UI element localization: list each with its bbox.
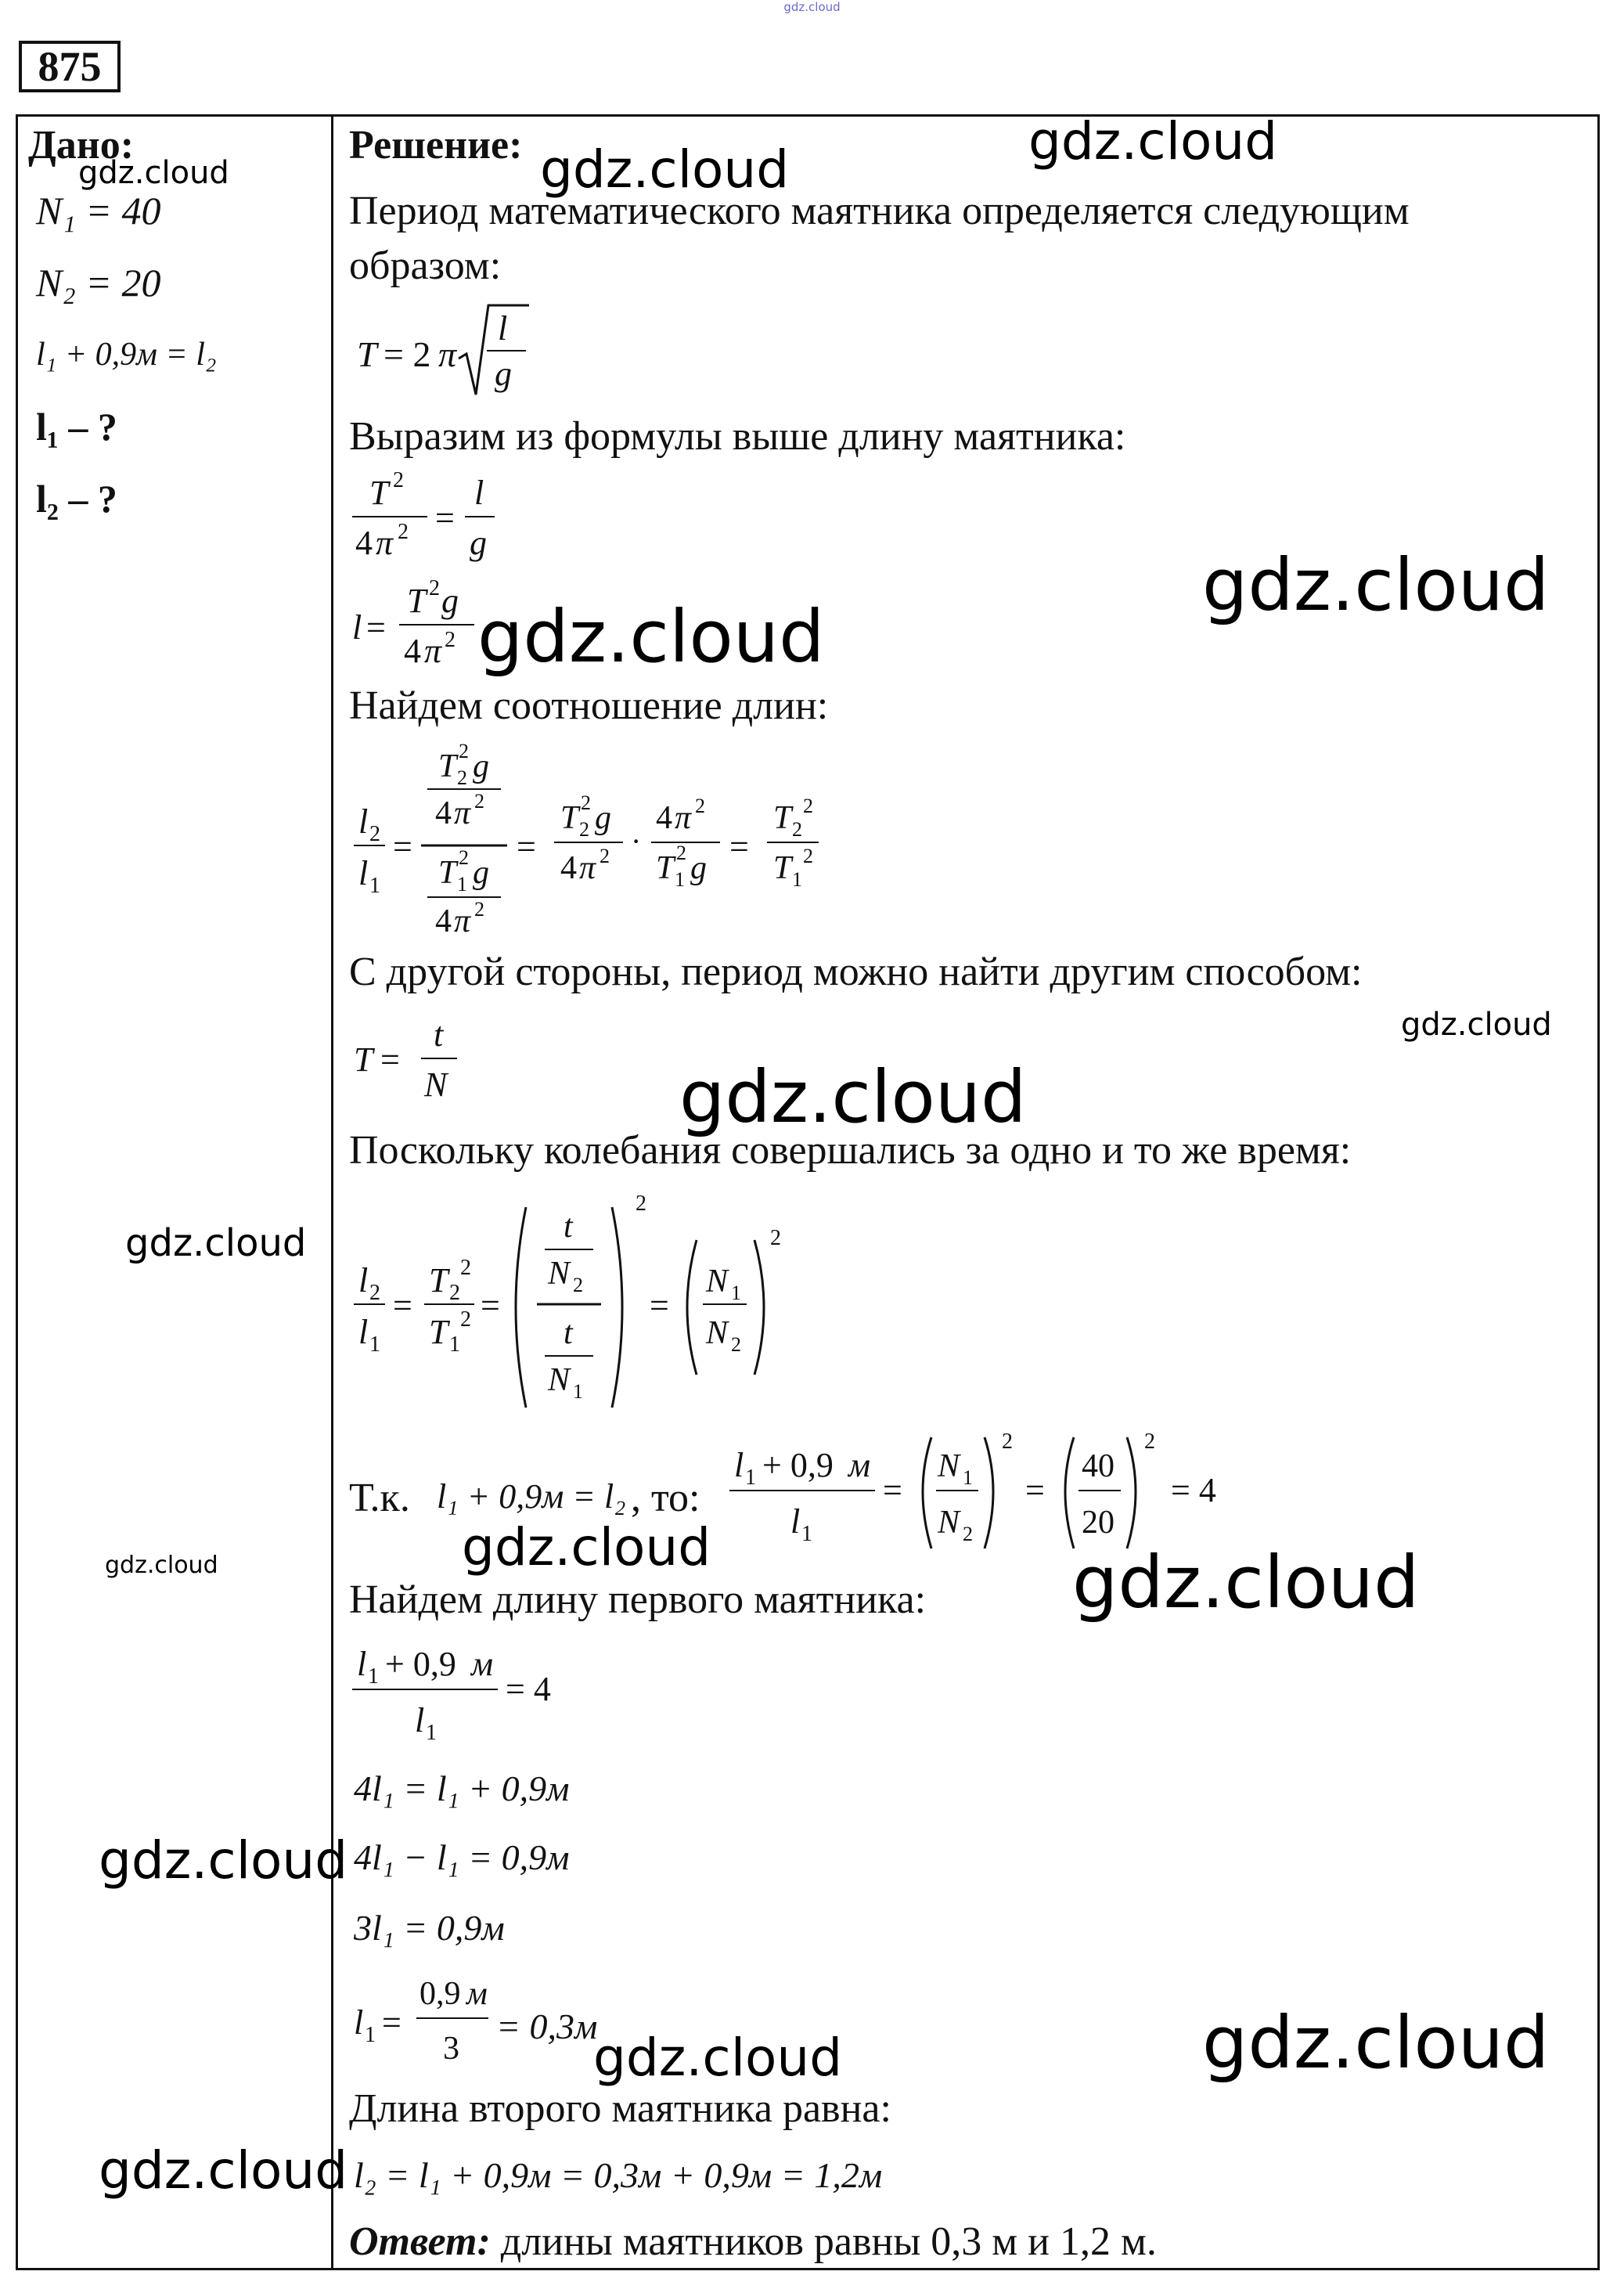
svg-text:2: 2 — [474, 898, 484, 921]
svg-text:N: N — [938, 1448, 960, 1484]
svg-text:2: 2 — [445, 628, 456, 652]
watermark: gdz.cloud — [99, 1830, 348, 1891]
svg-text:м: м — [848, 1446, 871, 1484]
svg-text:2: 2 — [457, 766, 467, 789]
svg-text:2: 2 — [1144, 1429, 1155, 1454]
answer-line — [349, 2219, 1157, 2264]
svg-text:2: 2 — [600, 845, 610, 867]
svg-text:T: T — [773, 800, 792, 836]
formula-4l1: 4l₁ = l₁ + 0,9м — [354, 1768, 570, 1808]
problem-number: 875 — [19, 41, 121, 92]
given-relation: l₁ + 0,9м = l₂ — [36, 337, 217, 373]
watermark: gdz.cloud — [1401, 1007, 1552, 1043]
svg-text:t: t — [564, 1209, 573, 1245]
svg-text:2: 2 — [573, 1274, 583, 1296]
svg-text:l: l — [415, 1701, 425, 1739]
svg-text:g: g — [470, 524, 487, 562]
svg-text:=: = — [435, 499, 455, 537]
svg-text:20: 20 — [1082, 1505, 1114, 1541]
svg-text:π: π — [438, 334, 457, 374]
watermark: gdz.cloud — [1072, 1541, 1420, 1624]
svg-text:2: 2 — [474, 790, 484, 813]
svg-text:l: l — [352, 608, 362, 647]
svg-text:=: = — [729, 827, 749, 866]
svg-text:l: l — [474, 474, 484, 512]
tk-prefix: Т.к. — [349, 1476, 410, 1520]
svg-text:g: g — [441, 582, 459, 620]
svg-text:2: 2 — [459, 846, 469, 869]
svg-text:1: 1 — [449, 1332, 460, 1357]
svg-text:2: 2 — [369, 822, 380, 846]
svg-text:4: 4 — [355, 524, 373, 562]
svg-text:2: 2 — [770, 1226, 781, 1250]
svg-text:1: 1 — [963, 1466, 973, 1489]
svg-text:l: l — [358, 1313, 369, 1351]
formula-l1-rhs: = 0,3м — [496, 2006, 598, 2046]
svg-text:g: g — [473, 855, 489, 891]
top-watermark: gdz.cloud — [783, 0, 841, 14]
watermark: gdz.cloud — [462, 1517, 711, 1577]
svg-text:π: π — [454, 795, 471, 831]
svg-text:l: l — [734, 1446, 744, 1484]
svg-text:2: 2 — [393, 468, 404, 492]
formula-period-count — [349, 1015, 474, 1116]
svg-text:4: 4 — [435, 903, 452, 939]
svg-text:t: t — [564, 1315, 573, 1351]
svg-text:4: 4 — [404, 632, 421, 670]
svg-text:= 4: = 4 — [1171, 1471, 1216, 1509]
svg-text:T: T — [369, 474, 389, 512]
svg-text:2: 2 — [731, 1333, 741, 1356]
formula-3l1: 3l₁ = 0,9м — [354, 1908, 505, 1948]
svg-text:l: l — [358, 854, 369, 892]
svg-text:1: 1 — [369, 874, 380, 898]
given-n2: N₂ = 20 — [36, 261, 161, 305]
svg-text:1: 1 — [792, 868, 802, 891]
svg-text:2: 2 — [963, 1523, 973, 1545]
svg-text:T: T — [407, 582, 427, 620]
svg-text:1: 1 — [801, 1522, 812, 1546]
formula-l2-result: l₂ = l₁ + 0,9м = 0,3м + 0,9м = 1,2м — [354, 2155, 883, 2195]
svg-text:1: 1 — [369, 1332, 380, 1357]
svg-text:N: N — [706, 1264, 729, 1300]
svg-text:м: м — [471, 1645, 494, 1683]
svg-text:2: 2 — [792, 818, 802, 841]
svg-text:T: T — [773, 850, 792, 886]
svg-text:π: π — [675, 800, 692, 836]
svg-text:=: = — [650, 1286, 669, 1325]
svg-text:g: g — [473, 748, 489, 784]
svg-text:+ 0,9: + 0,9 — [385, 1645, 456, 1683]
svg-text:2: 2 — [579, 818, 589, 841]
svg-text:1: 1 — [675, 868, 685, 891]
svg-text:2: 2 — [636, 1191, 646, 1216]
svg-text:N: N — [548, 1256, 571, 1292]
svg-text:= 4: = 4 — [506, 1670, 551, 1708]
svg-text:N: N — [706, 1315, 729, 1351]
svg-text:2: 2 — [695, 795, 705, 817]
solution-paragraph-5: Поскольку колебания совершались за одно и то же время: — [349, 1128, 1352, 1173]
svg-text:2: 2 — [676, 842, 686, 864]
svg-text:T: T — [656, 850, 675, 886]
svg-text:2: 2 — [803, 845, 813, 867]
svg-text:2: 2 — [581, 791, 591, 814]
svg-text:1: 1 — [745, 1465, 756, 1490]
svg-text:3: 3 — [443, 2031, 459, 2067]
formula-length-ratio — [349, 741, 850, 944]
svg-text:2: 2 — [369, 1281, 380, 1305]
svg-text:=: = — [883, 1471, 902, 1509]
svg-text:+ 0,9: + 0,9 — [762, 1446, 834, 1484]
svg-text:π: π — [424, 632, 442, 670]
given-find-l2: l₂ – ? — [36, 477, 117, 521]
watermark: gdz.cloud — [1202, 543, 1550, 627]
svg-text:2: 2 — [459, 740, 469, 762]
formula-l1-equation — [349, 1635, 600, 1744]
answer-label: Ответ: — [349, 2219, 491, 2264]
svg-text:2: 2 — [460, 1307, 471, 1332]
svg-text:4: 4 — [435, 795, 452, 831]
svg-text:1: 1 — [368, 1664, 379, 1689]
formula-ratio-count — [349, 1190, 834, 1425]
svg-text:4: 4 — [560, 850, 577, 886]
svg-text:=: = — [393, 1286, 412, 1325]
svg-text:π: π — [454, 903, 471, 939]
svg-text:l: l — [790, 1502, 801, 1541]
svg-text:T: T — [429, 1261, 448, 1300]
svg-text:2: 2 — [398, 520, 409, 544]
svg-text:2: 2 — [460, 1256, 471, 1280]
svg-text:g: g — [690, 850, 707, 886]
svg-text:=: = — [1025, 1471, 1045, 1509]
watermark: gdz.cloud — [540, 139, 790, 200]
given-find-l1: l₁ – ? — [36, 405, 117, 449]
solution-paragraph-2: Выразим из формулы выше длину маятника: — [349, 414, 1126, 459]
svg-text:1: 1 — [573, 1380, 583, 1403]
svg-text:T: T — [438, 855, 457, 891]
formula-period-pendulum — [349, 302, 553, 404]
solution-paragraph-4: С другой стороны, период можно найти другим способом: — [349, 950, 1363, 994]
watermark: gdz.cloud — [78, 155, 229, 191]
svg-text:l: l — [357, 1645, 367, 1683]
svg-text:N: N — [938, 1505, 960, 1541]
svg-text:= 2: = 2 — [383, 334, 431, 374]
svg-text:1: 1 — [426, 1721, 437, 1745]
svg-text:=: = — [517, 827, 536, 866]
svg-text:l: l — [358, 1261, 369, 1300]
svg-text:2: 2 — [449, 1281, 460, 1305]
svg-text:T: T — [429, 1313, 448, 1351]
given-title: Дано: — [28, 123, 135, 168]
svg-text:N: N — [548, 1362, 571, 1398]
given-n1: N₁ = 40 — [36, 189, 161, 233]
svg-text:T: T — [354, 1040, 373, 1079]
svg-text:=: = — [366, 608, 386, 647]
svg-text:·: · — [631, 824, 642, 859]
watermark: gdz.cloud — [679, 1055, 1027, 1139]
column-divider — [331, 114, 333, 2270]
watermark: gdz.cloud — [1028, 111, 1278, 171]
solution-paragraph-1a: Период математического маятника определяется следующим — [349, 189, 1410, 233]
watermark: gdz.cloud — [99, 2140, 348, 2201]
watermark: gdz.cloud — [477, 595, 825, 679]
tk-relation: l₁ + 0,9м = l₂ — [437, 1477, 626, 1516]
svg-text:g: g — [595, 800, 611, 836]
svg-text:2: 2 — [803, 795, 813, 817]
svg-text:g: g — [495, 355, 512, 393]
svg-text:=: = — [393, 827, 412, 866]
svg-text:0,9: 0,9 — [420, 1976, 461, 2012]
watermark: gdz.cloud — [125, 1221, 307, 1265]
formula-length — [349, 576, 490, 681]
watermark: gdz.cloud — [105, 1552, 218, 1579]
svg-text:t: t — [434, 1015, 444, 1054]
formula-t2-over-4pi2 — [349, 468, 537, 570]
svg-text:2: 2 — [1002, 1429, 1013, 1454]
watermark: gdz.cloud — [593, 2028, 843, 2088]
svg-text:=: = — [380, 1040, 400, 1079]
solution-paragraph-6: Найдем длину первого маятника: — [349, 1577, 927, 1622]
svg-text:T: T — [357, 334, 377, 374]
svg-text:1: 1 — [365, 2023, 376, 2047]
svg-text:T: T — [438, 748, 457, 784]
svg-text:2: 2 — [429, 576, 440, 600]
svg-text:l: l — [498, 309, 508, 348]
svg-text:1: 1 — [457, 873, 467, 896]
svg-text:l: l — [358, 802, 369, 841]
svg-text:1: 1 — [731, 1282, 741, 1304]
solution-paragraph-7: Длина второго маятника равна: — [349, 2086, 891, 2131]
solution-paragraph-1b: образом: — [349, 243, 502, 288]
svg-text:T: T — [560, 800, 579, 836]
solution-title: Решение: — [349, 123, 523, 168]
watermark: gdz.cloud — [1202, 2001, 1550, 2085]
svg-text:l: l — [354, 2003, 364, 2042]
formula-4l1-minus: 4l₁ − l₁ = 0,9м — [354, 1837, 570, 1877]
svg-text:м: м — [466, 1976, 488, 2012]
svg-text:=: = — [382, 2003, 401, 2042]
formula-l1-result — [349, 1967, 490, 2076]
solution-paragraph-3: Найдем соотношение длин: — [349, 683, 829, 728]
svg-text:4: 4 — [656, 800, 672, 836]
svg-text:π: π — [579, 850, 596, 886]
answer-text: длины маятников равны 0,3 м и 1,2 м. — [500, 2219, 1157, 2264]
tk-mid: , то: — [631, 1476, 700, 1520]
svg-text:40: 40 — [1082, 1448, 1114, 1484]
svg-text:N: N — [424, 1065, 448, 1104]
svg-text:=: = — [481, 1286, 500, 1325]
svg-text:π: π — [376, 524, 394, 562]
